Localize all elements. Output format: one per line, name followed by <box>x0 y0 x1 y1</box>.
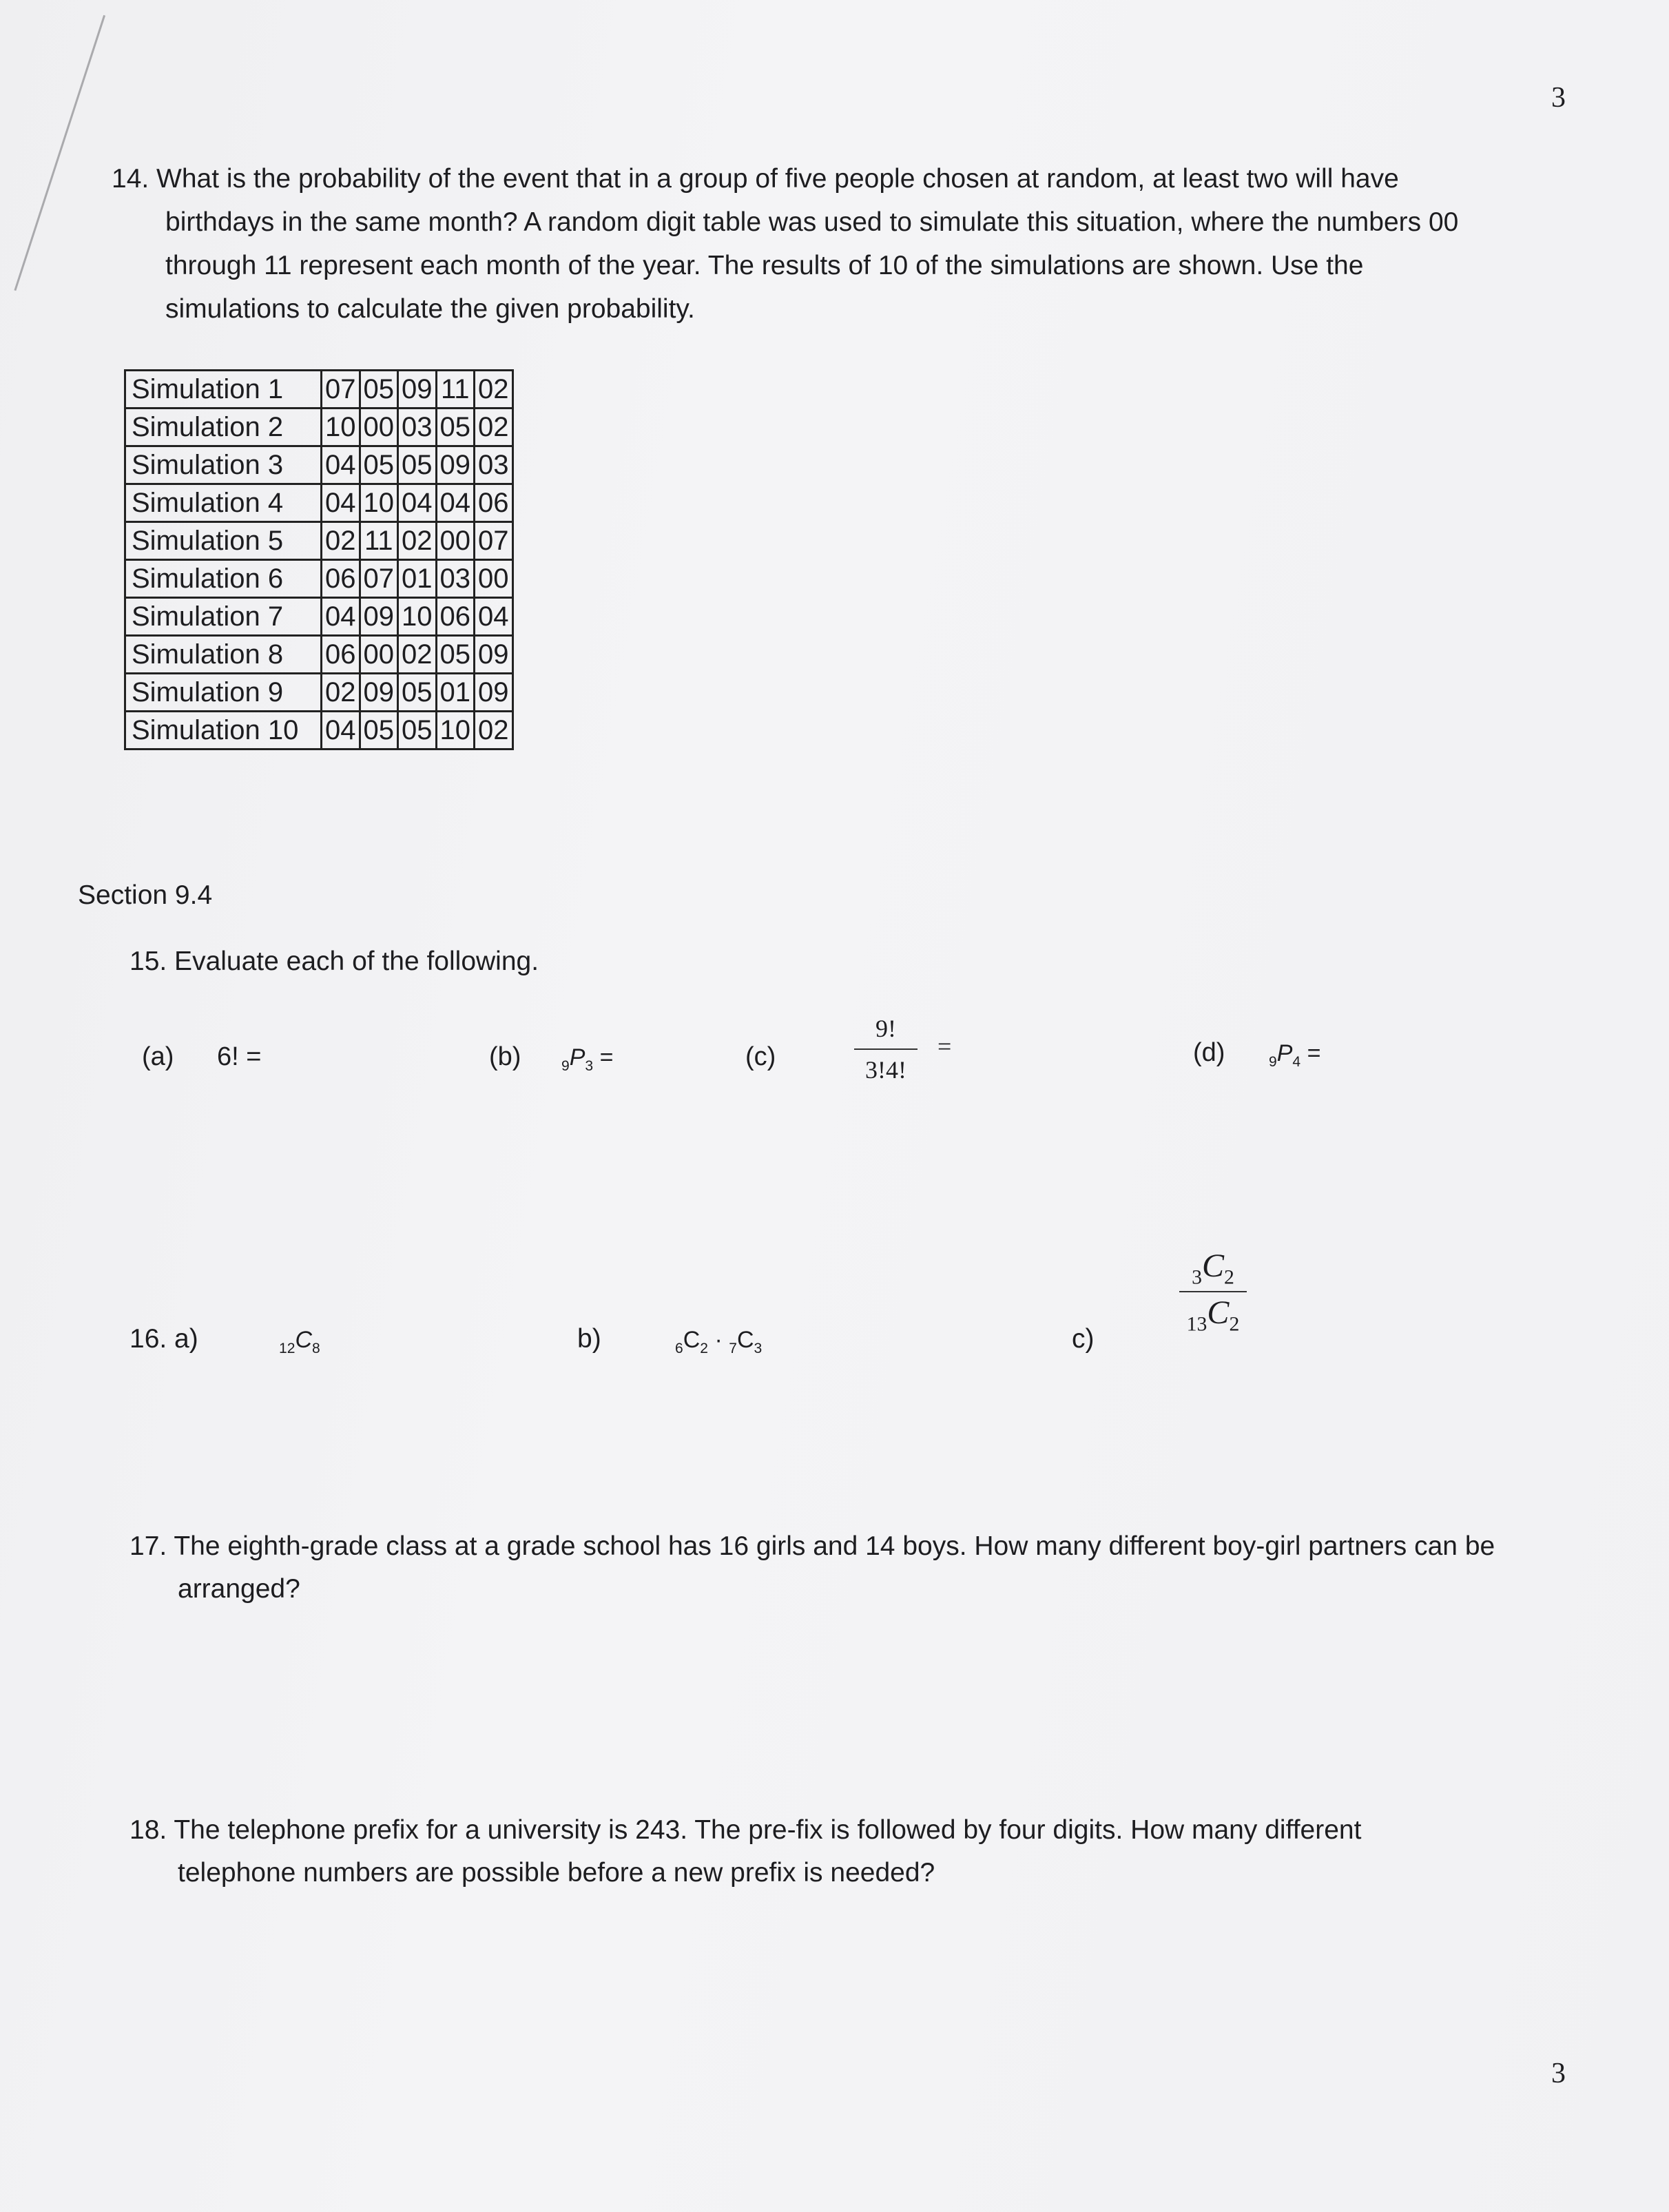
q15-a-expression: 6! = <box>217 1042 262 1071</box>
q15-d-equals: = <box>1300 1040 1321 1066</box>
simulation-label: Simulation 1 <box>125 371 322 409</box>
table-cell: 09 <box>360 674 398 712</box>
table-cell: 06 <box>322 560 360 598</box>
table-cell: 09 <box>475 674 513 712</box>
table-cell: 07 <box>475 522 513 560</box>
q16-b1-sub-left: 6 <box>675 1340 683 1356</box>
q15-b-sub-left: 9 <box>561 1057 570 1074</box>
table-cell: 04 <box>322 484 360 522</box>
table-cell: 06 <box>322 636 360 674</box>
question-18-line-2: telephone numbers are possible before a new prefix is needed? <box>178 1858 935 1888</box>
q16-c-fraction <box>1179 1247 1247 1336</box>
section-title: Section 9.4 <box>78 880 213 910</box>
q15-c-equals: = <box>937 1033 952 1061</box>
table-cell: 00 <box>360 636 398 674</box>
q15-d-label: (d) <box>1193 1038 1225 1067</box>
table-cell: 02 <box>475 409 513 446</box>
question-14-line-2: birthdays in the same month? A random digit table was used to simulate this situation, where the numbers 00 <box>165 207 1459 237</box>
table-cell: 10 <box>360 484 398 522</box>
fraction-bar <box>1179 1291 1247 1292</box>
table-cell: 02 <box>322 674 360 712</box>
q16-a-sub-right: 8 <box>312 1340 320 1356</box>
q15-c-denominator: 3!4! <box>865 1056 906 1084</box>
table-cell: 04 <box>436 484 475 522</box>
table-cell: 05 <box>436 636 475 674</box>
table-cell: 00 <box>475 560 513 598</box>
table-row <box>125 484 513 522</box>
table-cell: 09 <box>360 598 398 636</box>
table-cell: 01 <box>436 674 475 712</box>
table-cell: 03 <box>436 560 475 598</box>
q16-c-num-sub-right: 2 <box>1224 1265 1234 1289</box>
table-cell: 06 <box>475 484 513 522</box>
question-14 <box>112 157 1458 331</box>
simulation-label: Simulation 2 <box>125 409 322 446</box>
table-row <box>125 712 513 750</box>
simulation-label: Simulation 3 <box>125 446 322 484</box>
table-cell: 02 <box>475 712 513 750</box>
q15-b-equals: = <box>593 1044 614 1071</box>
question-18 <box>129 1809 1361 1894</box>
table-cell: 06 <box>436 598 475 636</box>
question-17 <box>129 1525 1495 1611</box>
simulation-label: Simulation 8 <box>125 636 322 674</box>
simulation-table <box>124 369 514 750</box>
q16-b2-sub-left: 7 <box>729 1340 737 1356</box>
table-cell: 00 <box>436 522 475 560</box>
table-row <box>125 522 513 560</box>
table-cell: 00 <box>360 409 398 446</box>
table-cell: 04 <box>398 484 437 522</box>
q16-b2-letter: C <box>736 1327 754 1353</box>
table-row <box>125 674 513 712</box>
question-14-line-1: 14. What is the probability of the event that in a group of five people chosen at random, at least two will have <box>112 164 1399 194</box>
q16-c-num-sub-left: 3 <box>1192 1265 1202 1289</box>
q16-a-label: 16. a) <box>129 1324 198 1354</box>
simulation-label: Simulation 5 <box>125 522 322 560</box>
table-cell: 10 <box>436 712 475 750</box>
q16-b1-letter: C <box>683 1327 701 1353</box>
question-17-line-2: arranged? <box>178 1574 300 1604</box>
q15-b-expression <box>561 1044 613 1075</box>
q16-b-label: b) <box>577 1324 601 1354</box>
table-cell: 05 <box>398 712 437 750</box>
paper-fold-edge <box>0 0 105 291</box>
q15-b-label: (b) <box>489 1042 521 1071</box>
table-cell: 11 <box>360 522 398 560</box>
q16-c-label: c) <box>1072 1324 1095 1354</box>
table-cell: 05 <box>360 371 398 409</box>
table-cell: 03 <box>398 409 437 446</box>
q15-a-label: (a) <box>142 1042 174 1071</box>
table-cell: 04 <box>322 712 360 750</box>
question-14-line-4: simulations to calculate the given probability. <box>165 294 695 324</box>
q15-c-label: (c) <box>745 1042 776 1071</box>
table-cell: 09 <box>436 446 475 484</box>
q16-b-dot: · <box>708 1327 729 1353</box>
table-cell: 07 <box>322 371 360 409</box>
table-row <box>125 409 513 446</box>
table-row <box>125 636 513 674</box>
q15-d-expression <box>1269 1040 1320 1071</box>
question-15-prompt: 15. Evaluate each of the following. <box>129 947 539 976</box>
q15-d-letter: P <box>1276 1040 1293 1066</box>
table-cell: 04 <box>322 598 360 636</box>
q16-b-expression <box>675 1327 762 1357</box>
table-cell: 05 <box>360 712 398 750</box>
q16-c-num-letter: C <box>1201 1248 1224 1284</box>
table-cell: 09 <box>475 636 513 674</box>
table-cell: 03 <box>475 446 513 484</box>
q16-c-den-sub-right: 2 <box>1229 1312 1240 1336</box>
q16-c-denominator <box>1179 1294 1247 1336</box>
table-row <box>125 371 513 409</box>
table-row <box>125 598 513 636</box>
simulation-label: Simulation 9 <box>125 674 322 712</box>
table-cell: 02 <box>322 522 360 560</box>
table-row <box>125 560 513 598</box>
table-cell: 02 <box>398 522 437 560</box>
q16-a-expression <box>279 1327 320 1357</box>
q16-c-numerator <box>1179 1247 1247 1290</box>
q16-c-den-sub-left: 13 <box>1186 1312 1207 1336</box>
table-cell: 02 <box>475 371 513 409</box>
page-number-bottom: 3 <box>1551 2058 1566 2089</box>
q16-c-den-letter: C <box>1207 1294 1230 1331</box>
table-cell: 04 <box>322 446 360 484</box>
question-18-line-1: 18. The telephone prefix for a university is 243. The pre-fix is followed by four digits. How many different <box>129 1815 1362 1845</box>
table-cell: 09 <box>398 371 437 409</box>
table-cell: 05 <box>398 674 437 712</box>
simulation-label: Simulation 6 <box>125 560 322 598</box>
q16-a-letter: C <box>295 1327 313 1353</box>
q16-a-sub-left: 12 <box>279 1340 296 1356</box>
q16-b2-sub-right: 3 <box>754 1340 763 1356</box>
table-cell: 04 <box>475 598 513 636</box>
fraction-bar <box>854 1048 918 1050</box>
q15-c-numerator: 9! <box>875 1015 896 1042</box>
simulation-label: Simulation 10 <box>125 712 322 750</box>
q16-b1-sub-right: 2 <box>700 1340 709 1356</box>
table-cell: 10 <box>322 409 360 446</box>
table-cell: 10 <box>398 598 437 636</box>
table-cell: 05 <box>398 446 437 484</box>
question-14-line-3: through 11 represent each month of the year. The results of 10 of the simulations are shown. Use the <box>165 251 1364 280</box>
simulation-label: Simulation 4 <box>125 484 322 522</box>
page-number-top: 3 <box>1551 82 1566 114</box>
table-cell: 01 <box>398 560 437 598</box>
question-17-line-1: 17. The eighth-grade class at a grade school has 16 girls and 14 boys. How many different boy-girl partners can be <box>129 1531 1495 1561</box>
q15-d-sub-right: 4 <box>1292 1053 1301 1070</box>
table-cell: 05 <box>436 409 475 446</box>
table-row <box>125 446 513 484</box>
table-cell: 11 <box>436 371 475 409</box>
table-cell: 02 <box>398 636 437 674</box>
table-cell: 05 <box>360 446 398 484</box>
q15-b-letter: P <box>569 1044 585 1071</box>
table-cell: 07 <box>360 560 398 598</box>
simulation-label: Simulation 7 <box>125 598 322 636</box>
q15-c-fraction <box>854 1014 951 1084</box>
q15-d-sub-left: 9 <box>1269 1053 1277 1070</box>
q15-b-sub-right: 3 <box>585 1057 594 1074</box>
